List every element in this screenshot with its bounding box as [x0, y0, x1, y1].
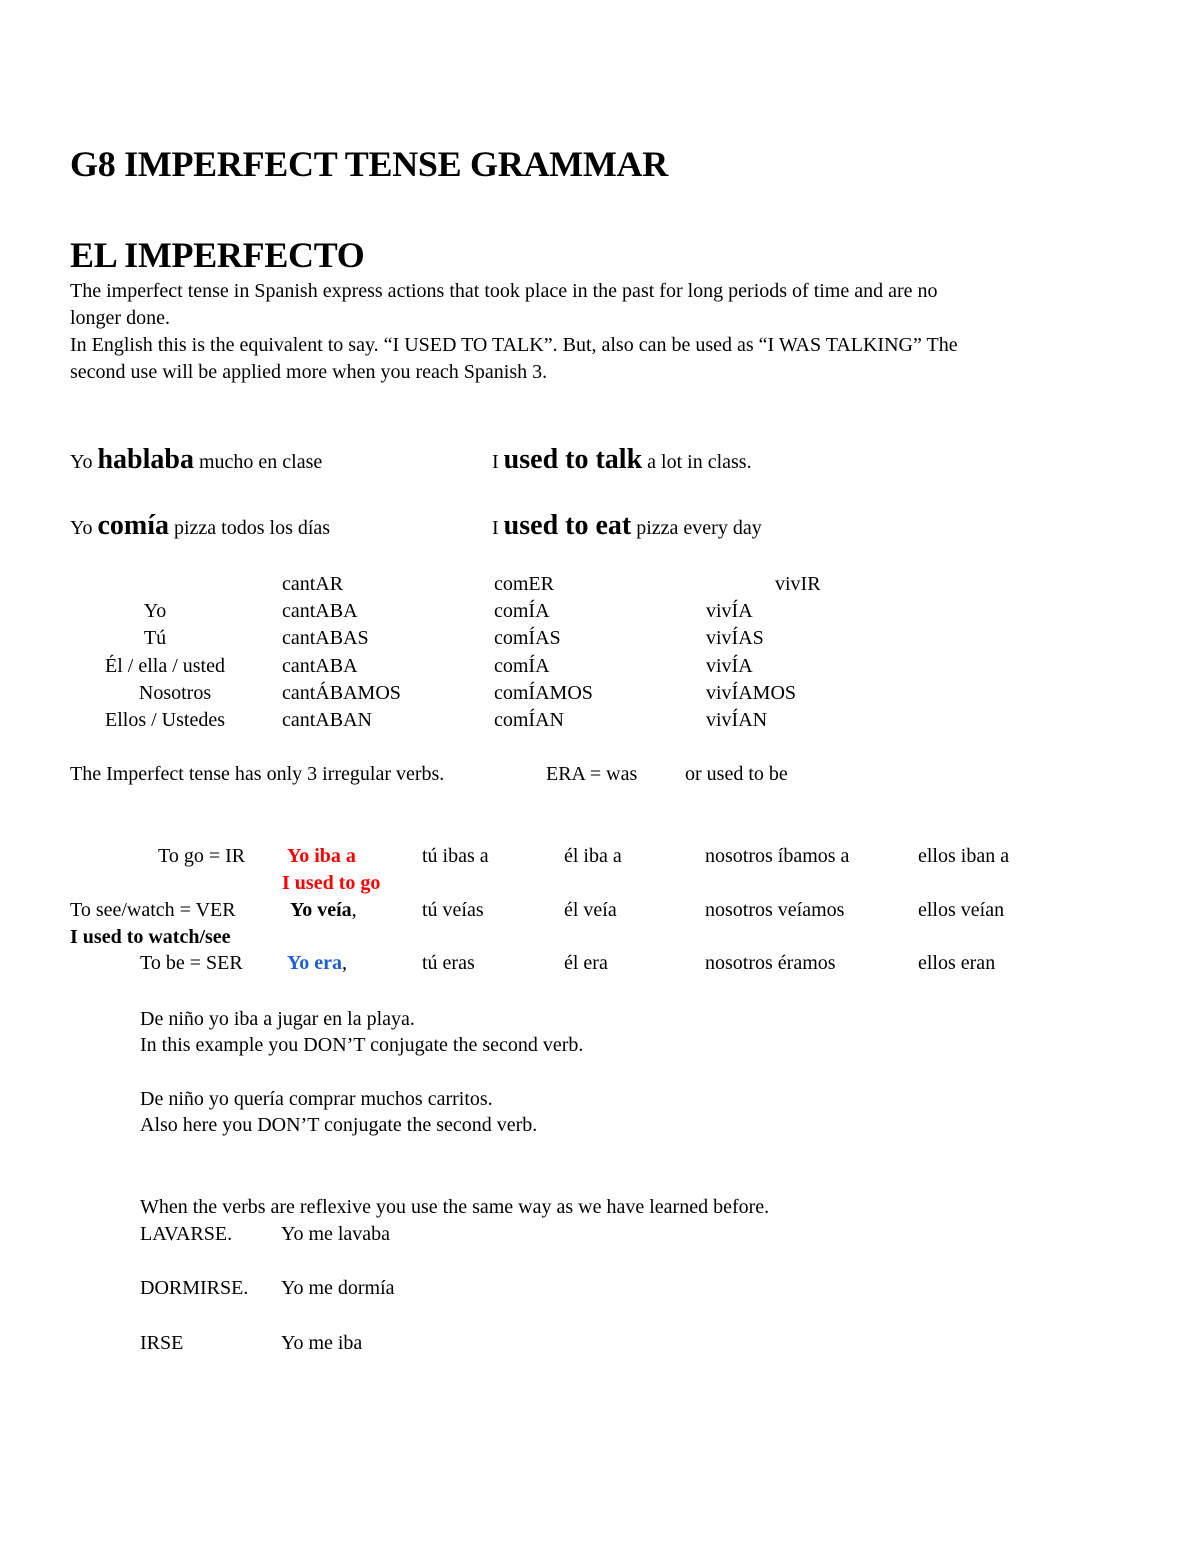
example-en-1-rest: a lot in class. — [647, 451, 752, 473]
reflexive-verb: DORMIRSE. — [140, 1277, 249, 1299]
conj-cell: vivÍAS — [706, 627, 764, 649]
example-es-1-verb: hablaba — [97, 444, 194, 475]
ver-yo — [290, 897, 357, 924]
conj-cell: vivÍA — [706, 655, 753, 677]
example-en-1-verb: used to talk — [503, 444, 643, 475]
conj-cell: cantABA — [282, 600, 358, 622]
conj-cell: comÍAMOS — [494, 682, 593, 704]
header-ar: cantAR — [282, 573, 344, 595]
example-en-2-verb: used to eat — [503, 510, 632, 541]
ver-yo-comma: , — [351, 899, 357, 921]
ir-ellos: ellos iban a — [918, 845, 1010, 867]
pronoun-tu: Tú — [143, 627, 167, 649]
ver-label: To see/watch = VER — [70, 899, 236, 921]
example-es-1-rest: mucho en clase — [198, 451, 323, 473]
ser-label: To be = SER — [140, 952, 243, 974]
ver-el: él veía — [564, 899, 617, 921]
intro-line-3: In English this is the equivalent to say. “I USED TO TALK”. But, also can be used as “I WAS TALKING” The — [70, 334, 958, 356]
ir-label: To go = IR — [158, 845, 246, 867]
pronoun-el-ella-usted: Él / ella / usted — [105, 655, 225, 677]
ser-yo-comma: , — [341, 952, 347, 974]
pronoun-yo: Yo — [143, 600, 167, 622]
or-used-to-be: or used to be — [685, 763, 788, 785]
intro-line-1: The imperfect tense in Spanish express actions that took place in the past for long periods of time and are no — [70, 280, 938, 302]
example-en-2-rest: pizza every day — [636, 517, 762, 539]
reflexive-intro: When the verbs are reflexive you use the same way as we have learned before. — [140, 1196, 770, 1218]
conj-cell: cantABAN — [282, 709, 372, 731]
reflexive-verb: IRSE — [140, 1332, 184, 1354]
reflexive-example: Yo me lavaba — [281, 1223, 391, 1245]
ser-yo — [287, 950, 347, 977]
example-es-2-subject: Yo — [70, 517, 93, 539]
conj-cell: cantABA — [282, 655, 358, 677]
header-er: comER — [494, 573, 554, 595]
reflexive-example: Yo me iba — [281, 1332, 363, 1354]
note-example-1: De niño yo iba a jugar en la playa. — [140, 1008, 415, 1030]
reflexive-example: Yo me dormía — [281, 1277, 395, 1299]
header-ir: vivIR — [775, 573, 821, 595]
example-en-1-subject: I — [492, 451, 499, 473]
example-es-2-rest: pizza todos los días — [173, 517, 331, 539]
example-en-1 — [492, 446, 752, 476]
conj-cell: comÍAS — [494, 627, 561, 649]
ser-nosotros: nosotros éramos — [705, 952, 836, 974]
reflexive-verb: LAVARSE. — [140, 1223, 233, 1245]
example-es-2 — [70, 512, 330, 542]
page-title: G8 IMPERFECT TENSE GRAMMAR — [70, 144, 668, 184]
example-es-2-verb: comía — [97, 510, 169, 541]
ver-nosotros: nosotros veíamos — [705, 899, 845, 921]
ser-yo-text: Yo era — [287, 952, 342, 974]
conj-cell: vivÍAMOS — [706, 682, 797, 704]
ver-tu: tú veías — [422, 899, 484, 921]
ir-nosotros: nosotros íbamos a — [705, 845, 850, 867]
conj-cell: comÍA — [494, 655, 550, 677]
conj-cell: vivÍA — [706, 600, 753, 622]
conj-cell: cantÁBAMOS — [282, 682, 401, 704]
example-es-1 — [70, 446, 322, 476]
intro-line-4: second use will be applied more when you reach Spanish 3. — [70, 361, 548, 383]
ir-yo: Yo iba a — [287, 845, 356, 867]
ir-el: él iba a — [564, 845, 622, 867]
conj-cell: vivÍAN — [706, 709, 768, 731]
conj-cell: cantABAS — [282, 627, 369, 649]
intro-line-2: longer done. — [70, 307, 170, 329]
example-en-2-subject: I — [492, 517, 499, 539]
ir-meaning: I used to go — [282, 872, 381, 894]
ver-yo-text: Yo veía — [290, 899, 352, 921]
ser-tu: tú eras — [422, 952, 475, 974]
pronoun-ellos-ustedes: Ellos / Ustedes — [105, 709, 225, 731]
ir-tu: tú ibas a — [422, 845, 489, 867]
conj-cell: comÍAN — [494, 709, 564, 731]
ver-ellos: ellos veían — [918, 899, 1005, 921]
note-example-2-explanation: Also here you DON’T conjugate the second verb. — [140, 1114, 538, 1136]
ser-el: él era — [564, 952, 608, 974]
irregular-intro: The Imperfect tense has only 3 irregular verbs. — [70, 763, 445, 785]
example-es-1-subject: Yo — [70, 451, 93, 473]
era-equals-was: ERA = was — [546, 763, 638, 785]
conj-cell: comÍA — [494, 600, 550, 622]
note-example-2: De niño yo quería comprar muchos carritos. — [140, 1088, 493, 1110]
section-heading: EL IMPERFECTO — [70, 235, 365, 275]
pronoun-nosotros: Nosotros — [138, 682, 212, 704]
example-en-2 — [492, 512, 762, 542]
ver-meaning: I used to watch/see — [70, 926, 231, 948]
ser-ellos: ellos eran — [918, 952, 996, 974]
note-example-1-explanation: In this example you DON’T conjugate the second verb. — [140, 1034, 584, 1056]
